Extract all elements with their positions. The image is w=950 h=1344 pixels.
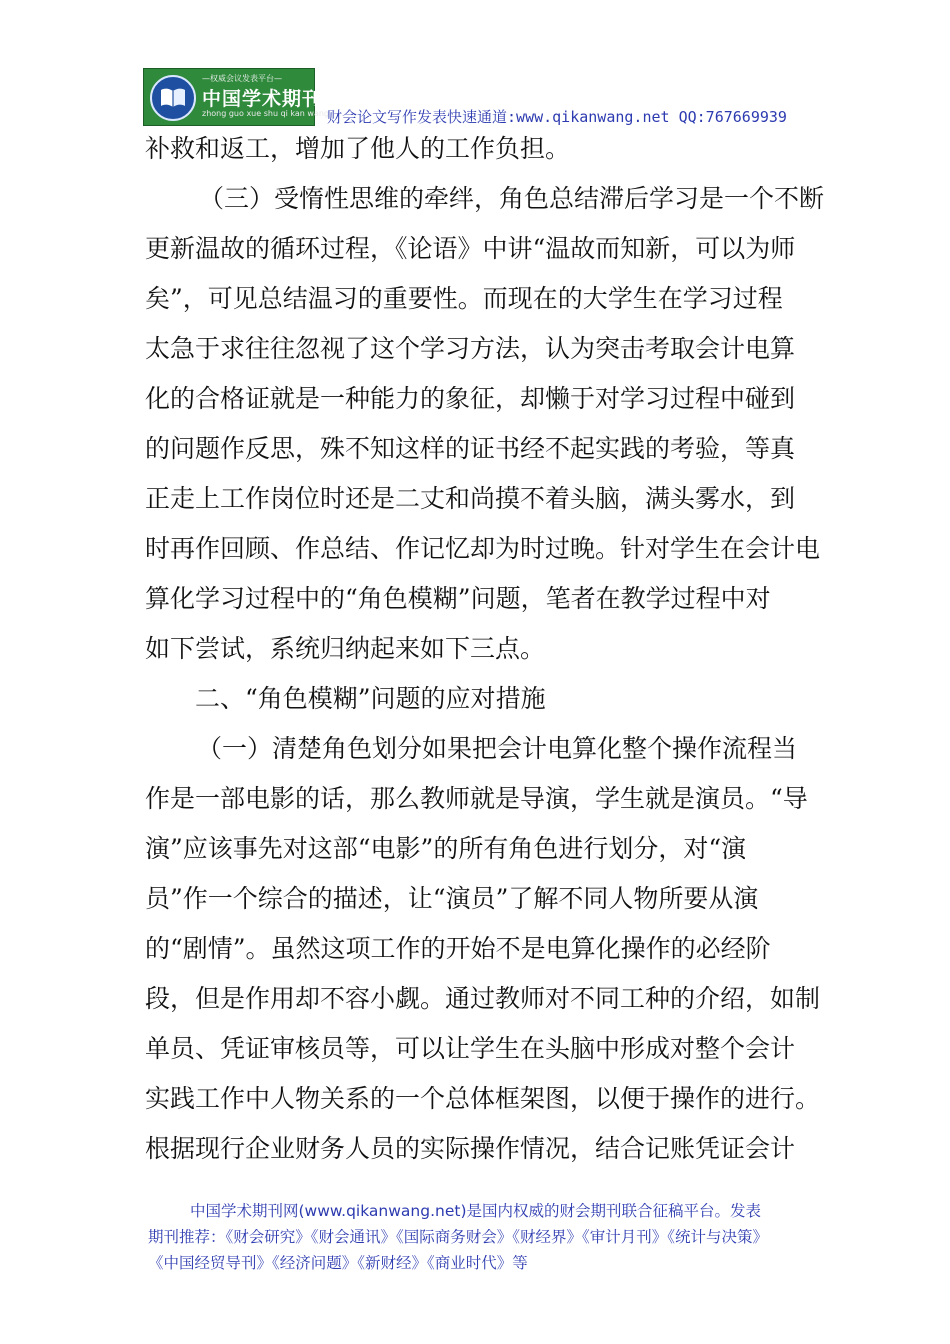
page-header xyxy=(143,68,823,128)
logo-tagline: —权威会议发表平台— xyxy=(202,74,282,83)
text-line: 时再作回顾、作总结、作记忆却为时过晚。针对学生在会计电 xyxy=(145,534,821,563)
text-line: 演”应该事先对这部“电影”的所有角色进行划分，对“演 xyxy=(145,834,747,863)
text-line: 的问题作反思，殊不知这样的证书经不起实践的考验，等真 xyxy=(145,434,796,463)
text-line: 段，但是作用却不容小觑。通过教师对不同工种的介绍，如制 xyxy=(145,984,821,1013)
text-line: 根据现行企业财务人员的实际操作情况，结合记账凭证会计 xyxy=(145,1134,796,1163)
text-line: 单员、凭证审核员等，可以让学生在头脑中形成对整个会计 xyxy=(145,1034,796,1063)
text-line: 化的合格证就是一种能力的象征，却懒于对学习过程中碰到 xyxy=(145,384,796,413)
logo-pinyin: zhong guo xue shu qi kan wang xyxy=(202,109,330,118)
section-heading: 二、“角色模糊”问题的应对措施 xyxy=(195,684,546,713)
text-line: （一）清楚角色划分如果把会计电算化整个操作流程当 xyxy=(197,734,798,763)
text-line: （三）受惰性思维的牵绊，角色总结滞后学习是一个不断 xyxy=(199,184,825,213)
text-line: 的“剧情”。虽然这项工作的开始不是电算化操作的必经阶 xyxy=(145,934,771,963)
text-line: 如下尝试，系统归纳起来如下三点。 xyxy=(145,634,546,663)
logo-site-name: 中国学术期刊网 xyxy=(202,88,343,110)
footer-line-platform[interactable]: 中国学术期刊网(www.qikanwang.net)是国内权威的财会期刊联合征稿平台。发表 xyxy=(190,1202,762,1220)
text-line: 实践工作中人物关系的一个总体框架图，以便于操作的进行。 xyxy=(145,1084,821,1113)
footer-line-journals: 《中国经贸导刊》《经济问题》《新财经》《商业时代》等 xyxy=(148,1254,528,1272)
footer-line-recommend: 期刊推荐：《财会研究》《财会通讯》《国际商务财会》《财经界》《审计月刊》《统计与决策》 xyxy=(148,1228,769,1246)
text-line: 矣”，可见总结温习的重要性。而现在的大学生在学习过程 xyxy=(145,284,783,313)
site-logo[interactable] xyxy=(143,68,343,126)
text-line: 作是一部电影的话，那么教师就是导演，学生就是演员。“导 xyxy=(145,784,808,813)
text-line: 员”作一个综合的描述，让“演员”了解不同人物所要从演 xyxy=(145,884,759,913)
page-footer xyxy=(148,1198,828,1276)
book-emblem-icon xyxy=(150,75,196,121)
text-line: 正走上工作岗位时还是二丈和尚摸不着头脑，满头雾水，到 xyxy=(145,484,796,513)
header-promo-link[interactable]: 财会论文写作发表快速通道:www.qikanwang.net QQ:767669939 xyxy=(327,108,787,126)
text-line: 算化学习过程中的“角色模糊”问题，笔者在教学过程中对 xyxy=(145,584,771,613)
article-body xyxy=(145,124,825,1174)
text-line: 太急于求往往忽视了这个学习方法，认为突击考取会计电算 xyxy=(145,334,796,363)
text-line: 补救和返工，增加了他人的工作负担。 xyxy=(145,134,571,163)
text-line: 更新温故的循环过程，《论语》中讲“温故而知新，可以为师 xyxy=(145,234,796,263)
